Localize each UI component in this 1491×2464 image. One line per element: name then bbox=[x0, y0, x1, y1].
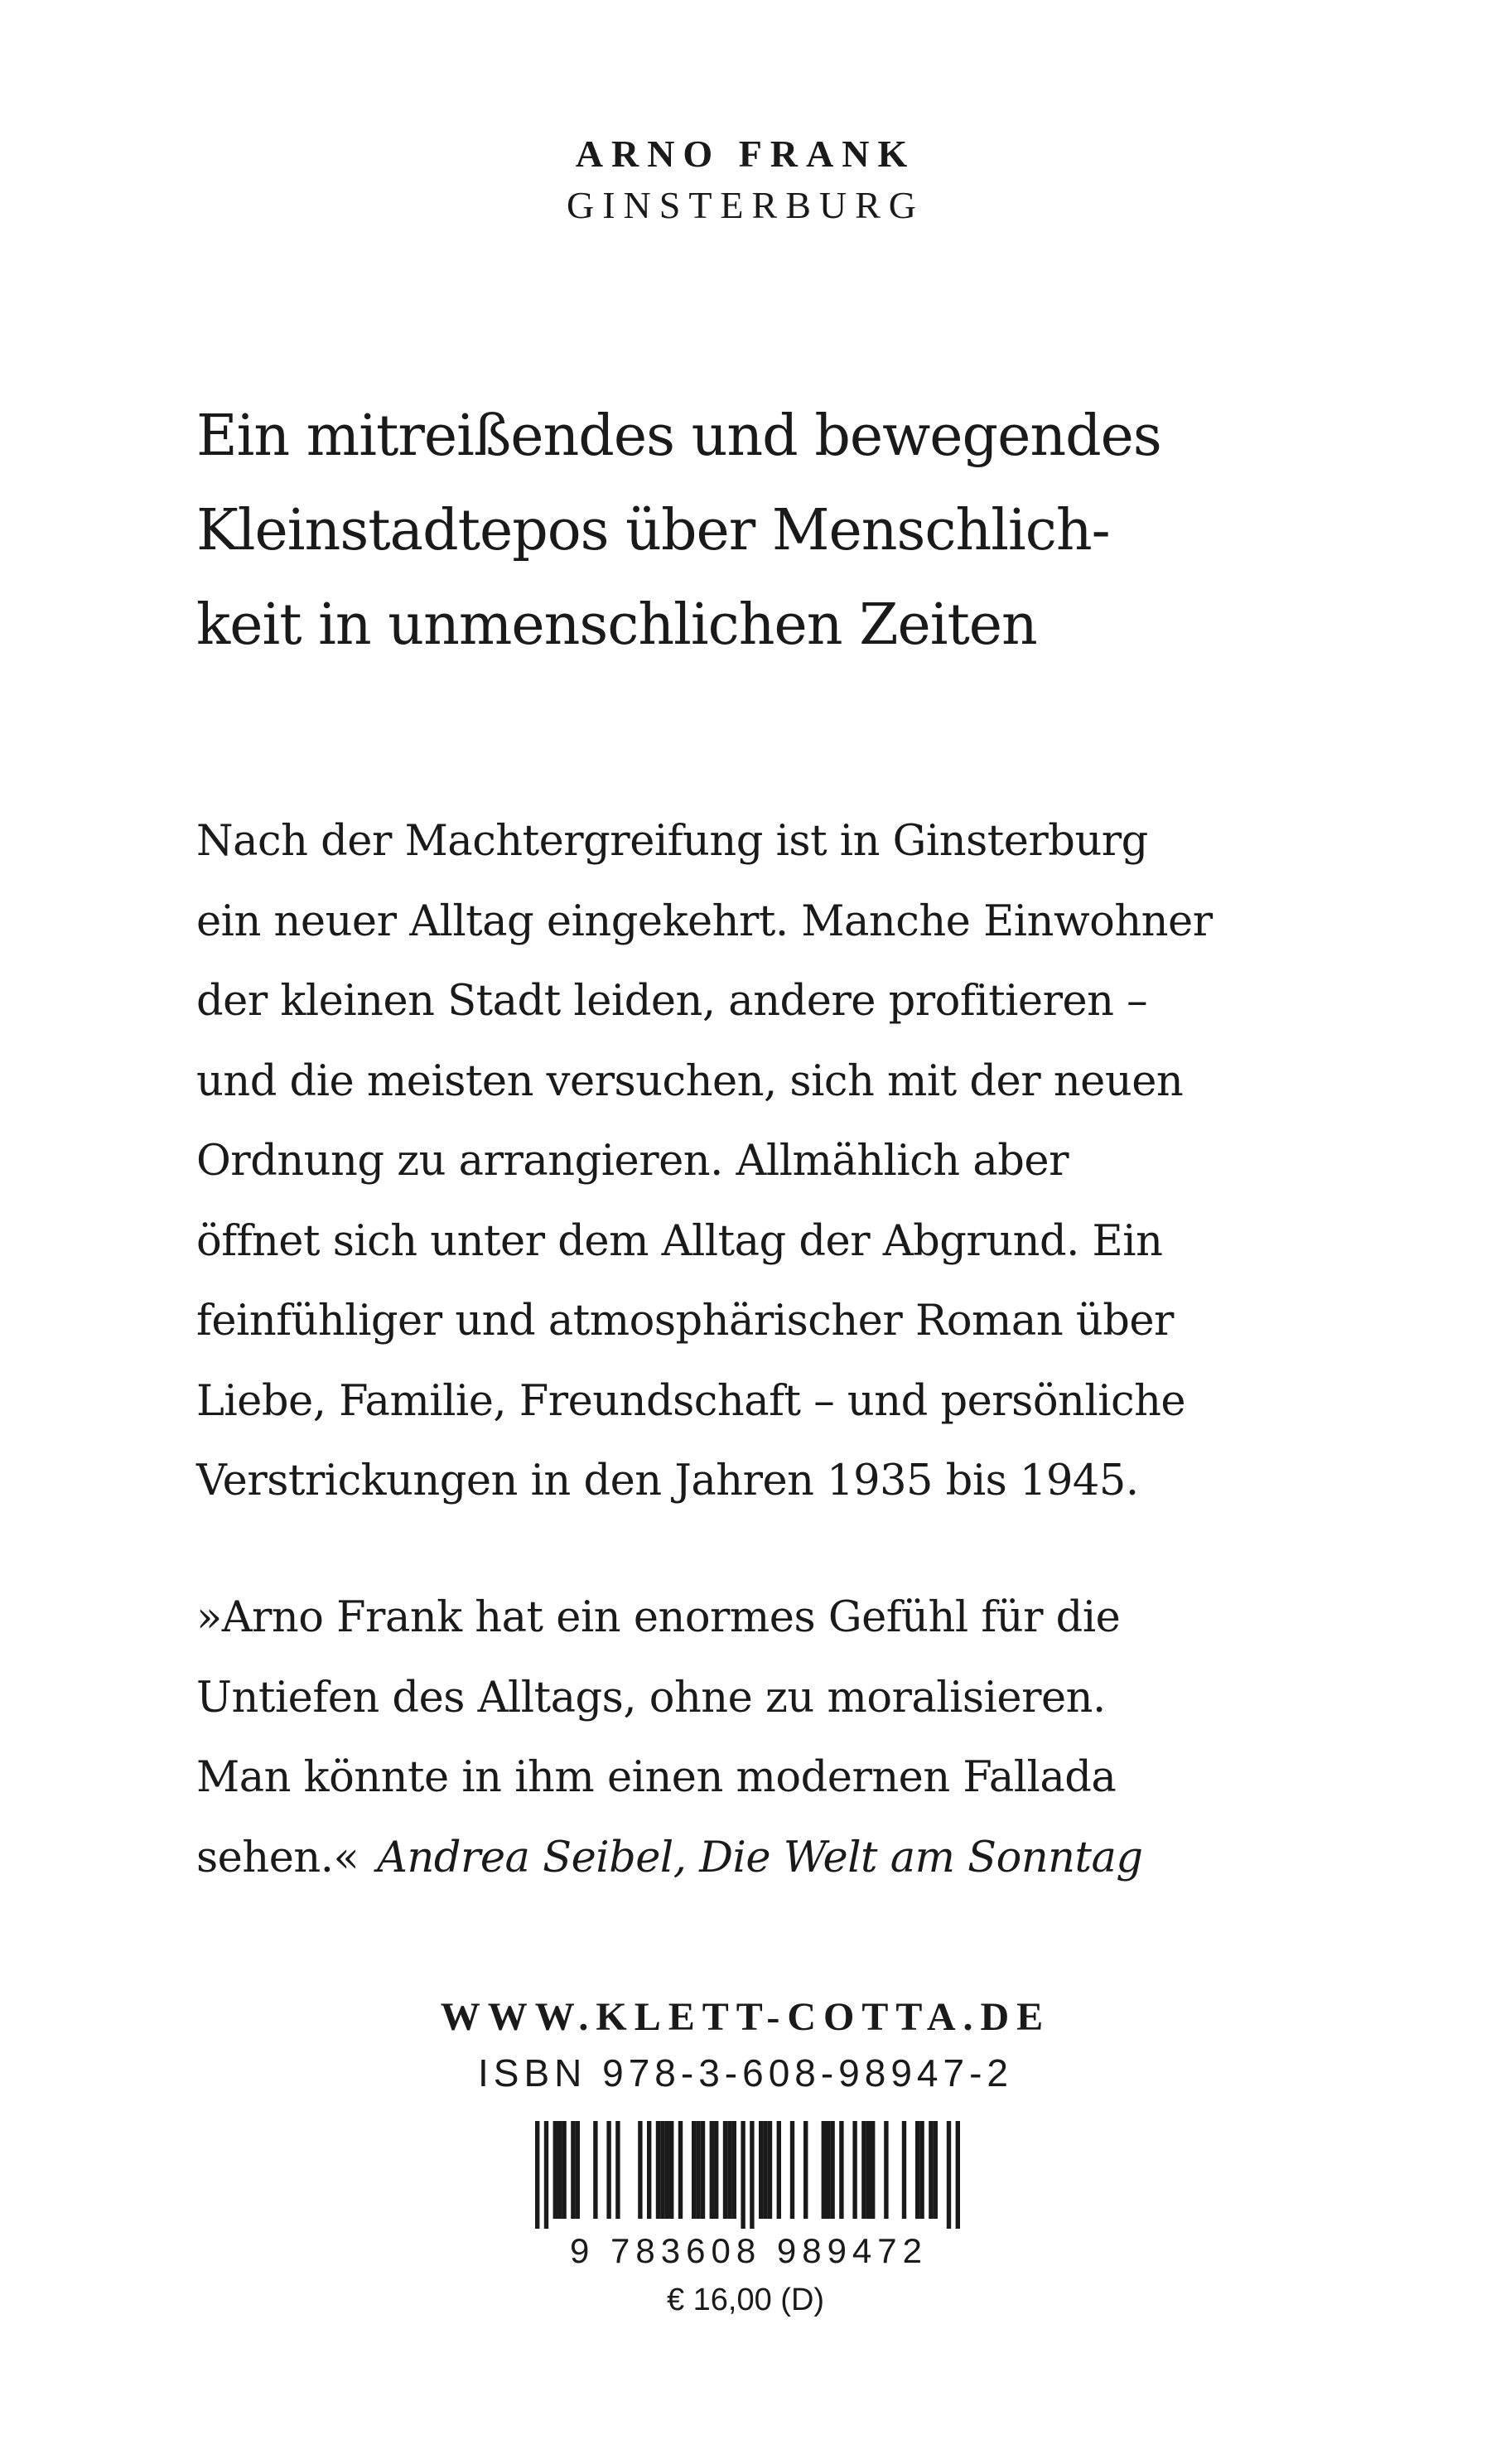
barcode-bar bbox=[615, 2121, 620, 2219]
barcode-bar bbox=[638, 2121, 642, 2219]
barcode-bar bbox=[919, 2121, 924, 2219]
blurb-line: feinfühliger und atmosphärischer Roman über bbox=[196, 1297, 1174, 1346]
barcode-bar bbox=[557, 2121, 562, 2219]
barcode-bar bbox=[803, 2121, 808, 2219]
barcode-bar bbox=[593, 2121, 597, 2219]
barcode-bar bbox=[902, 2121, 906, 2219]
barcode-bar bbox=[830, 2121, 834, 2219]
barcode-bar bbox=[544, 2121, 548, 2229]
cover-header bbox=[0, 131, 1491, 229]
blurb-line: Liebe, Familie, Freundschaft – und persönliche bbox=[196, 1376, 1186, 1426]
barcode-bar bbox=[861, 2121, 866, 2219]
barcode-bar bbox=[768, 2121, 772, 2219]
barcode-bar bbox=[714, 2121, 718, 2219]
barcode-bar bbox=[606, 2121, 610, 2219]
barcode-bar bbox=[571, 2121, 575, 2219]
price: € 16,00 (D) bbox=[666, 2283, 825, 2317]
barcode-bar bbox=[934, 2121, 938, 2219]
blurb-line: ein neuer Alltag eingekehrt. Manche Einwohner bbox=[196, 896, 1213, 946]
barcode-bar bbox=[696, 2121, 700, 2219]
barcode-bar bbox=[956, 2121, 960, 2229]
barcode-bar bbox=[852, 2121, 856, 2219]
barcode-bar bbox=[750, 2121, 754, 2229]
barcode-bar bbox=[732, 2121, 736, 2219]
quote-line: »Arno Frank hat ein enormes Gefühl für die bbox=[196, 1593, 1121, 1642]
barcode-bar bbox=[727, 2121, 731, 2219]
blurb-line: Verstrickungen in den Jahren 1935 bis 1945. bbox=[196, 1457, 1139, 1505]
barcode-bar bbox=[790, 2121, 794, 2219]
barcode-bar bbox=[669, 2121, 673, 2219]
quote-line: Man könnte in ihm einen modernen Fallada bbox=[196, 1753, 1117, 1802]
barcode-bar bbox=[741, 2121, 745, 2229]
isbn-number: ISBN 978-3-608-98947-2 bbox=[478, 2051, 1013, 2094]
barcode-bar bbox=[553, 2121, 557, 2219]
barcode-bar bbox=[660, 2121, 664, 2219]
barcode-bar bbox=[822, 2121, 826, 2219]
quote-source: Andrea Seibel, Die Welt am Sonntag bbox=[377, 1833, 1143, 1882]
blurb-line: und die meisten versuchen, sich mit der neuen bbox=[196, 1056, 1184, 1106]
author-name: ARNO FRANK bbox=[575, 133, 916, 175]
blurb-line: der kleinen Stadt leiden, andere profitieren – bbox=[196, 977, 1148, 1026]
barcode-bar bbox=[826, 2121, 830, 2219]
barcode-bar bbox=[535, 2121, 539, 2229]
barcode-bar bbox=[647, 2121, 651, 2219]
tagline bbox=[196, 389, 1356, 673]
publisher-website[interactable]: WWW.KLETT-COTTA.DE bbox=[440, 1995, 1051, 2039]
blurb-text bbox=[196, 802, 1356, 1522]
tagline-line: keit in unmenschlichen Zeiten bbox=[196, 592, 1037, 658]
barcode-bars bbox=[515, 2121, 979, 2229]
barcode-bar bbox=[692, 2121, 696, 2219]
barcode-bar bbox=[710, 2121, 714, 2219]
barcode-bar bbox=[866, 2121, 871, 2219]
blurb-line: öffnet sich unter dem Alltag der Abgrund. Ein bbox=[196, 1216, 1163, 1266]
barcode-bar bbox=[871, 2121, 875, 2219]
press-quote bbox=[196, 1578, 1356, 1898]
barcode-bar bbox=[884, 2121, 888, 2219]
barcode-bar bbox=[576, 2121, 580, 2219]
barcode-bar bbox=[759, 2121, 763, 2219]
barcode-bar bbox=[777, 2121, 781, 2219]
blurb-line: Ordnung zu arrangieren. Allmählich aber bbox=[196, 1137, 1069, 1186]
barcode-digits: 9 783608 989472 bbox=[570, 2231, 928, 2270]
barcode-bar bbox=[915, 2121, 919, 2219]
barcode-bar bbox=[665, 2121, 669, 2219]
quote-line-end: sehen.« bbox=[196, 1833, 359, 1882]
barcode-bar bbox=[723, 2121, 727, 2219]
quote-last-line bbox=[196, 1819, 1356, 1899]
book-title: GINSTERBURG bbox=[566, 184, 925, 226]
tagline-line: Kleinstadtepos über Menschlich- bbox=[196, 498, 1110, 563]
blurb-line: Nach der Machtergreifung ist in Ginsterburg bbox=[196, 817, 1148, 866]
barcode-bar bbox=[678, 2121, 683, 2219]
barcode-bar bbox=[562, 2121, 566, 2219]
barcode-bar bbox=[839, 2121, 843, 2219]
barcode-bar bbox=[701, 2121, 705, 2219]
barcode-bar bbox=[947, 2121, 951, 2229]
tagline-line: Ein mitreißendes und bewegendes bbox=[196, 403, 1161, 469]
quote-line: Untiefen des Alltags, ohne zu moralisieren. bbox=[196, 1673, 1106, 1722]
barcode-bar bbox=[763, 2121, 767, 2219]
barcode-bar bbox=[656, 2121, 660, 2219]
barcode-bar bbox=[929, 2121, 933, 2219]
